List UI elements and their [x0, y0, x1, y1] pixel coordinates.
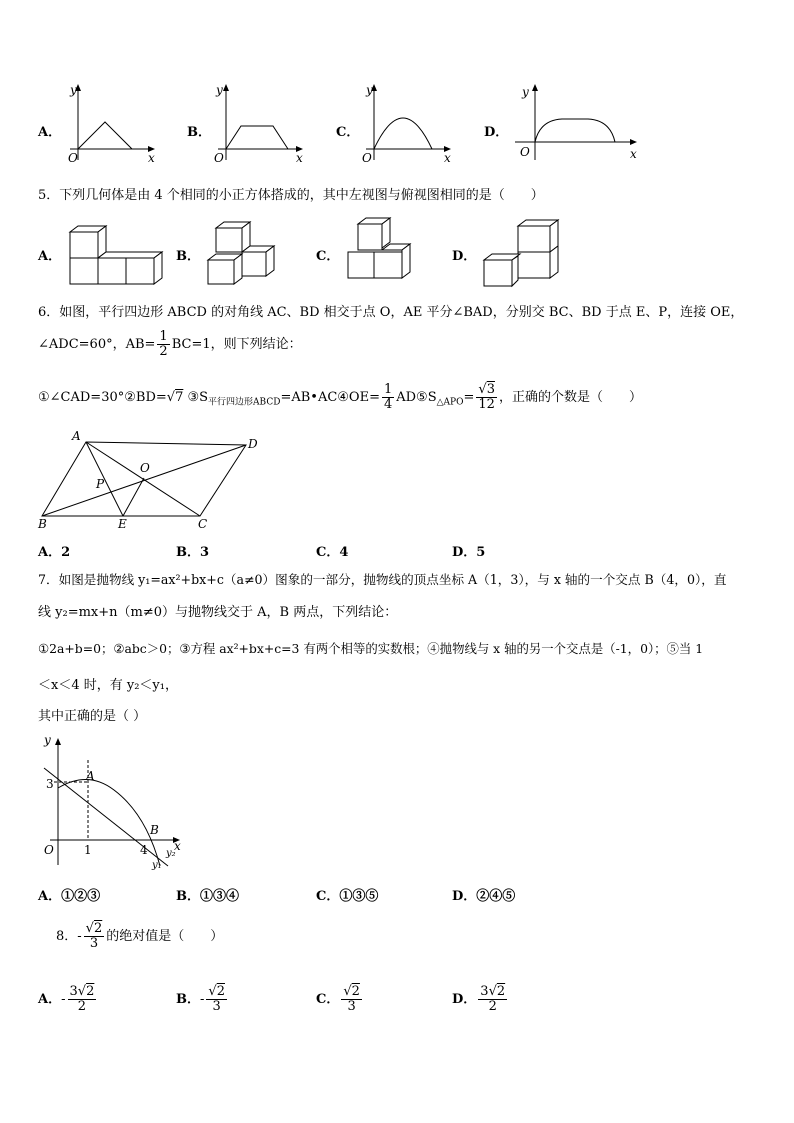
q7-line4: ＜x＜4 时，有 y₂＜y₁， — [38, 678, 178, 693]
sqrt-icon: √ — [85, 921, 94, 936]
q7-line2: 线 y₂=mx+n（m≠0）与抛物线交于 A，B 两点，下列结论： — [38, 605, 398, 620]
tick-3-label: 3 — [46, 777, 54, 791]
sign: - — [200, 992, 205, 1007]
q8-text: 8．- — [56, 929, 82, 944]
numerator — [341, 985, 362, 1000]
y1-label: y₁ — [152, 860, 162, 871]
origin-label: O — [362, 151, 372, 165]
q5-cube-figure-c — [344, 216, 414, 288]
point-d-label: D — [248, 437, 258, 451]
q7-option-b: B．①③④ — [176, 889, 239, 904]
radicand: 2 — [86, 984, 95, 999]
radicand: 2 — [351, 984, 360, 999]
sqrt-icon: √ — [77, 984, 87, 999]
q8-text: 的绝对值是（ ） — [106, 929, 224, 944]
q6-text: ∠ADC=60°，AB= — [38, 337, 156, 352]
y-axis-label: y — [70, 83, 77, 97]
numerator — [206, 985, 227, 1000]
q7-line3: ①2a+b=0；②abc＞0；③方程 ax²+bx+c=3 有两个相等的实数根；④抛物线与 x 轴的另一个交点是（-1，0）；⑤当 1 — [38, 641, 704, 656]
y-axis-label: y — [44, 733, 51, 747]
numerator: 1 — [159, 329, 168, 344]
q7-line1: 7．如图是抛物线 y₁=ax²+bx+c（a≠0）图象的一部分，抛物线的顶点坐标 A（1，3），与 x 轴的一个交点 B（4，0），直 — [38, 572, 727, 587]
q6-option-b: B．3 — [176, 545, 210, 560]
q6-text: = — [463, 390, 475, 405]
point-a-label: A — [72, 430, 81, 443]
sqrt-icon: √ — [488, 984, 497, 999]
q6-option-d: D．5 — [452, 545, 486, 560]
denominator: 3 — [347, 999, 356, 1014]
fraction — [68, 985, 97, 1014]
y-axis-label: y — [216, 83, 223, 97]
point-o-label: O — [140, 461, 150, 475]
numerator — [476, 383, 497, 398]
radicand: 2 — [93, 921, 103, 936]
q6-line2 — [38, 330, 302, 359]
fraction — [478, 985, 507, 1014]
radicand: 7 — [175, 390, 184, 405]
radicand: 2 — [216, 984, 225, 999]
option-label: B． — [176, 992, 200, 1007]
numerator — [478, 985, 507, 1000]
q5-option-c-label: C． — [316, 249, 340, 264]
q4-graph-c — [356, 82, 456, 166]
q5-stem: 5．下列几何体是由 4 个相同的小正方体搭成的，其中左视图与俯视图相同的是（ ） — [38, 188, 544, 203]
y-axis-label: y — [522, 85, 529, 99]
denominator: 2 — [77, 999, 87, 1014]
q6-parallelogram-figure — [36, 430, 266, 530]
q4-option-d-label: D． — [484, 125, 509, 140]
q6-option-c: C．4 — [316, 545, 349, 560]
numerator — [84, 922, 105, 937]
sqrt-icon: √ — [478, 382, 487, 397]
q6-text: ①∠CAD=30°②BD= — [38, 390, 167, 405]
q4-option-b-label: B． — [187, 125, 211, 140]
q7-option-d: D．②④⑤ — [452, 889, 516, 904]
q6-conclusions — [38, 383, 642, 413]
y2-label: y₂ — [166, 848, 176, 859]
sqrt-icon: √ — [208, 984, 217, 999]
tick-4-label: 4 — [140, 843, 148, 857]
q4-option-c-label: C． — [336, 125, 360, 140]
radicand: 3 — [486, 382, 495, 397]
denominator: 12 — [478, 397, 495, 412]
q5-cube-figure-a — [66, 222, 166, 288]
q8-stem — [56, 922, 223, 951]
fraction — [476, 383, 497, 412]
x-axis-label: x — [444, 151, 451, 165]
y-axis-label: y — [366, 83, 373, 97]
x-axis-label: x — [630, 147, 637, 161]
q6-text: =AB•AC④OE= — [280, 390, 380, 405]
q8-option-d — [452, 985, 509, 1014]
q7-line5: 其中正确的是（ ） — [38, 709, 147, 724]
point-e-label: E — [118, 517, 127, 530]
origin-label: O — [68, 151, 78, 165]
q8-option-a — [38, 985, 98, 1014]
numerator: 1 — [383, 382, 393, 397]
denominator: 3 — [212, 999, 221, 1014]
point-a-label: A — [86, 769, 95, 783]
q8-option-b — [176, 985, 229, 1014]
origin-label: O — [44, 843, 54, 857]
sign: - — [61, 992, 66, 1007]
denominator: 2 — [159, 344, 168, 359]
q4-graph-b — [208, 82, 308, 166]
q5-option-a-label: A． — [38, 249, 62, 264]
q6-text: AD⑤S — [396, 390, 437, 405]
fraction — [157, 330, 169, 359]
q6-text: ，正确的个数是（ ） — [498, 390, 642, 405]
option-label: C． — [316, 992, 340, 1007]
q4-graph-a — [60, 82, 160, 166]
denominator: 4 — [383, 397, 393, 412]
point-b-label: B — [150, 823, 159, 837]
q7-option-c: C．①③⑤ — [316, 889, 379, 904]
fraction — [382, 383, 394, 412]
q6-line1: 6．如图，平行四边形 ABCD 的对角线 AC、BD 相交于点 O，AE 平分∠BAD，分别交 BC、BD 于点 E、P，连接 OE， — [38, 305, 744, 320]
numerator — [68, 985, 97, 1000]
q5-cube-figure-b — [202, 220, 282, 288]
q5-cube-figure-d — [478, 216, 568, 292]
sqrt-icon: √ — [166, 390, 176, 405]
q5-option-b-label: B． — [176, 249, 200, 264]
x-axis-label: x — [296, 151, 303, 165]
point-c-label: C — [198, 517, 208, 530]
tick-1-label: 1 — [84, 843, 92, 857]
x-axis-label: x — [174, 839, 181, 853]
q7-option-a: A．①②③ — [38, 889, 101, 904]
x-axis-label: x — [148, 151, 155, 165]
fraction — [206, 985, 227, 1014]
denominator: 2 — [488, 999, 497, 1014]
q8-option-c — [316, 985, 364, 1014]
q6-text: ③S — [187, 390, 209, 405]
sqrt-icon: √ — [343, 984, 352, 999]
denominator: 3 — [89, 936, 99, 951]
q6-text: BC=1，则下列结论： — [171, 337, 302, 352]
coefficient: 3 — [69, 984, 78, 999]
fraction — [341, 985, 362, 1014]
q4-graph-d — [510, 82, 645, 166]
option-label: D． — [452, 992, 477, 1007]
coefficient: 3 — [480, 984, 489, 999]
q4-option-a-label: A． — [38, 125, 62, 140]
origin-label: O — [520, 145, 530, 159]
fraction — [84, 922, 105, 951]
point-p-label: P — [96, 477, 105, 491]
point-b-label: B — [38, 517, 47, 530]
option-label: A． — [38, 992, 62, 1007]
subscript: 平行四边形ABCD — [208, 397, 281, 408]
q6-option-a: A．2 — [38, 545, 71, 560]
q5-option-d-label: D． — [452, 249, 477, 264]
origin-label: O — [214, 151, 224, 165]
subscript: △APO — [436, 397, 464, 408]
radicand: 2 — [496, 984, 506, 999]
q7-parabola-figure — [36, 730, 186, 874]
